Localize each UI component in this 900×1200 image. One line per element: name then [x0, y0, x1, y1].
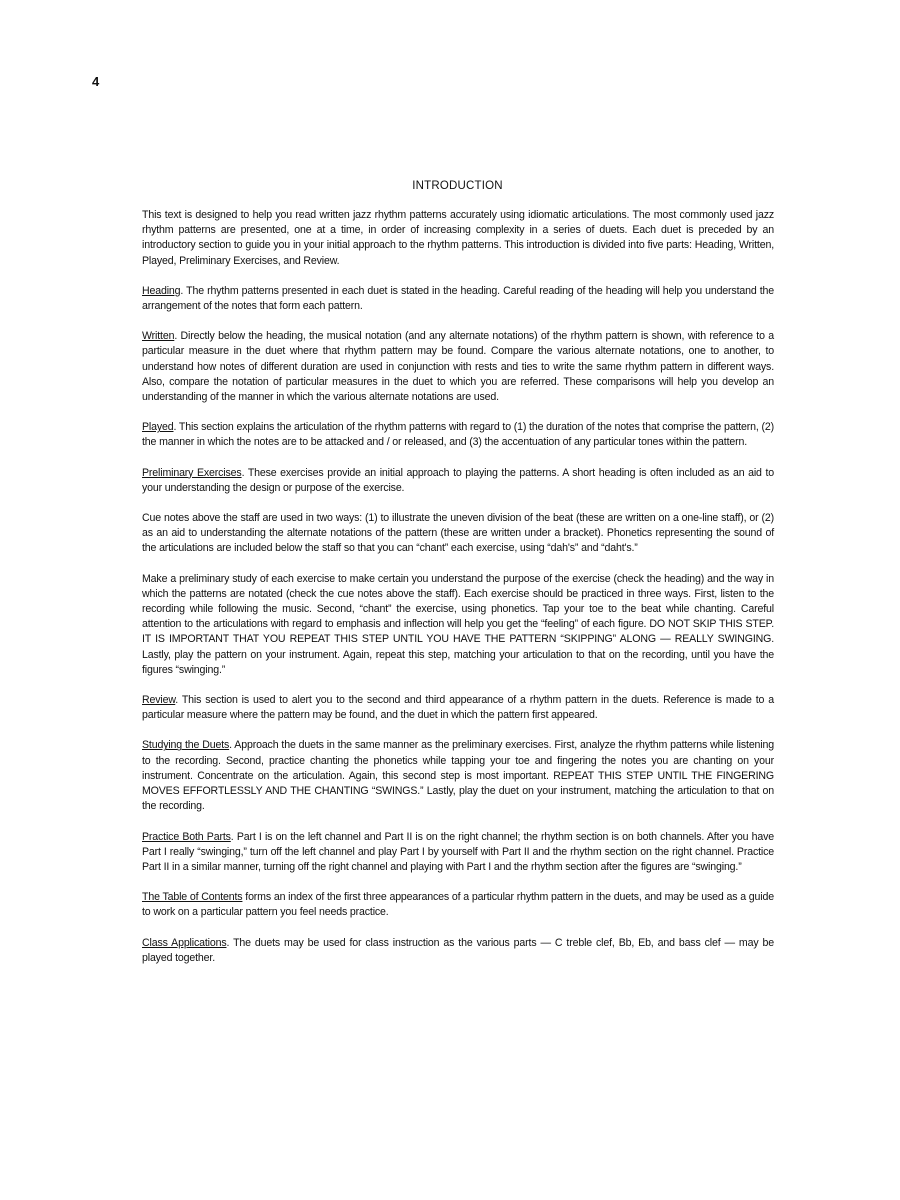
- paragraph-text: . This section is used to alert you to the second and third appearance of a rhythm pattern in the duets. Reference is made to a particular measure where the pattern may be found, and the duet in which the pattern first appeared.: [142, 694, 774, 722]
- section-heading: Heading: [142, 284, 181, 297]
- paragraph-preliminary-study: [142, 572, 774, 678]
- section-heading: Practice Both Parts: [142, 830, 231, 843]
- paragraph-text: . This section explains the articulation of the rhythm patterns with regard to (1) the duration of the notes that comprise the pattern, (2) the manner in which the notes are to be attacked and / or released, and (3) the accentuation of any particular tones within the pattern.: [142, 421, 774, 449]
- paragraph-studying-the-duets: [142, 738, 774, 814]
- page-title: INTRODUCTION: [412, 180, 503, 192]
- paragraph-preliminary-exercises: [142, 466, 774, 496]
- page-number: 4: [92, 74, 100, 89]
- paragraph-table-of-contents: [142, 890, 774, 920]
- section-heading: Written: [142, 330, 175, 343]
- paragraph-text: Make a preliminary study of each exercise to make certain you understand the purpose of the exercise (check the heading) and the way in which the patterns are notated (check the cue notes above the staff). Each exercise should be practiced in three ways. First, listen to the recording while following the music. Second, “chant” the exercise, using phonetics. Tap your toe to the beat while chanting. Careful attention to the articulations with regard to emphasis and inflection will help you get the “feeling” of each figure. DO NOT SKIP THIS STEP. IT IS IMPORTANT THAT YOU REPEAT THIS STEP UNTIL YOU HAVE THE PATTERN “SKIPPING” ALONG — REALLY SWINGING. Lastly, play the pattern on your instrument. Again, repeat this step, matching your articulation to that on the recording, until you have the figures “swinging.”: [142, 572, 774, 676]
- section-heading: Preliminary Exercises: [142, 466, 242, 479]
- paragraph-practice-both-parts: [142, 830, 774, 876]
- paragraph-cue-notes: [142, 511, 774, 557]
- section-heading: Class Applications: [142, 936, 227, 949]
- paragraph-text: . These exercises provide an initial approach to playing the patterns. A short heading is often included as an aid to your understanding the design or purpose of the exercise.: [142, 466, 774, 494]
- paragraph-text: . Part I is on the left channel and Part II is on the right channel; the rhythm section is on both channels. After you have Part I really “swinging,” turn off the left channel and play Part I by yourself with Part II and the rhythm section on the right channel. Practice Part II in a similar manner, turning off the right channel and playing with Part I and the rhythm section after the figures are “swinging.”: [142, 830, 774, 873]
- paragraph-text: . The duets may be used for class instruction as the various parts — C treble clef, Bb, Eb, and bass clef — may be played together.: [142, 936, 774, 964]
- paragraph-review: [142, 693, 774, 723]
- section-heading: Played: [142, 421, 174, 434]
- paragraph-text: forms an index of the first three appearances of a particular rhythm pattern in the duets, and may be used as a guide to work on a particular pattern you feel needs practice.: [142, 891, 774, 919]
- paragraph-class-applications: [142, 936, 774, 966]
- paragraph-intro: [142, 208, 774, 269]
- paragraph-text: . The rhythm patterns presented in each duet is stated in the heading. Careful reading of the heading will help you understand the arrangement of the notes that form each pattern.: [142, 284, 774, 313]
- paragraph-text: . Directly below the heading, the musical notation (and any alternate notations) of the rhythm pattern is shown, with reference to a particular measure in the duet where that rhythm pattern may be found. Compare the various alternate notations, one to another, to understand how notes of different duration are used in conjunction with rests and ties to write the same rhythm pattern in different ways. Also, compare the notation of particular measures in the duet to which you are referred. These comparisons will help you develop an understanding of the manner in which the various alternate notations are used.: [142, 330, 774, 404]
- paragraph-played: [142, 420, 774, 450]
- section-heading: The Table of Contents: [142, 891, 243, 904]
- paragraph-text: This text is designed to help you read written jazz rhythm patterns accurately using idiomatic articulations. The most commonly used jazz rhythm patterns are presented, one at a time, in order of increasing complexity in a series of duets. Each duet is preceded by an introductory section to guide you in your initial approach to the rhythm patterns. This introduction is divided into five parts: Heading, Written, Played, Preliminary Exercises, and Review.: [142, 209, 774, 267]
- paragraph-written: [142, 329, 774, 405]
- section-heading: Studying the Duets: [142, 739, 230, 752]
- paragraph-heading: [142, 284, 774, 314]
- section-heading: Review: [142, 694, 176, 707]
- document-body: [142, 208, 774, 981]
- paragraph-text: . Approach the duets in the same manner as the preliminary exercises. First, analyze the rhythm patterns while listening to the recording. Second, practice chanting the phonetics while tapping your toe and fingering the notes you are chanting on your instrument. Concentrate on the articulation. Again, this second step is most important. REPEAT THIS STEP UNTIL THE FINGERING MOVES EFFORTLESSLY AND THE CHANTING “SWINGS.” Lastly, play the duet on your instrument, matching the articulation to that on the recording.: [142, 739, 774, 813]
- paragraph-text: Cue notes above the staff are used in two ways: (1) to illustrate the uneven division of the beat (these are written on a one-line staff), or (2) as an aid to understanding the alternate notations of the pattern (these are written under a bracket). Phonetics representing the sound of the articulations are included below the staff so that you can “chant” each exercise, using “dah's” and “daht's.”: [142, 512, 774, 555]
